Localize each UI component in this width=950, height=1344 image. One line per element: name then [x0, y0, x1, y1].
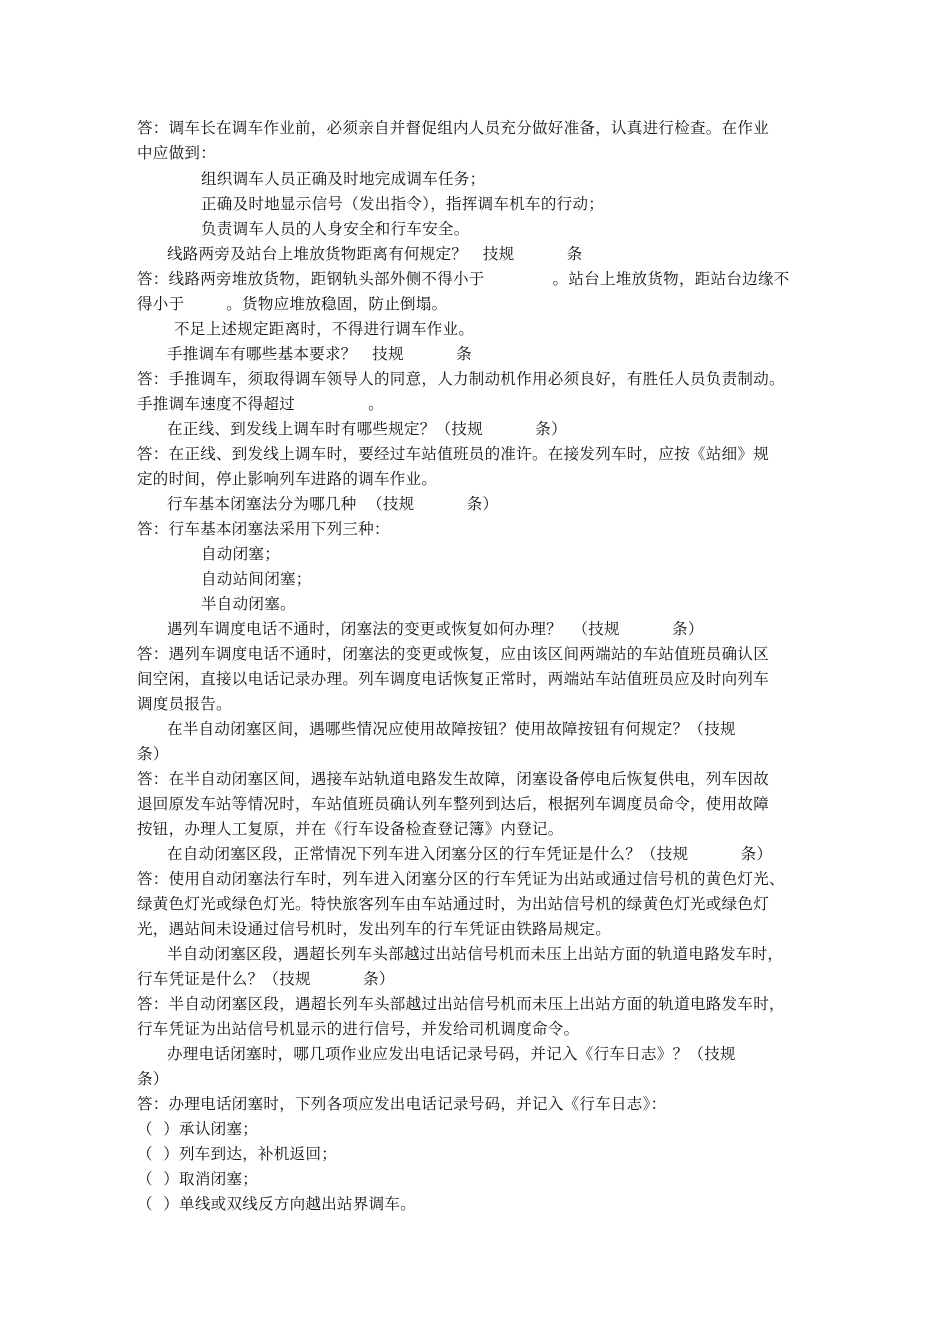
- text-line: 答：在正线、到发线上调车时，要经过车站值班员的准许。在接发列车时，应按《站细》规: [137, 445, 770, 463]
- text-line: 答：在半自动闭塞区间，遇接车站轨道电路发生故障，闭塞设备停电后恢复供电，列车因故: [137, 770, 770, 788]
- text-line: （ ）承认闭塞；: [137, 1120, 259, 1138]
- text-line: 自动闭塞；: [201, 545, 281, 563]
- text-line: 组织调车人员正确及时地完成调车任务；: [201, 170, 486, 188]
- text-line: 答：调车长在调车作业前，必须亲自并督促组内人员充分做好准备，认真进行检查。在作业: [137, 119, 770, 137]
- text-line: 行车凭证为出站信号机显示的进行信号，并发给司机调度命令。: [137, 1020, 580, 1038]
- text-line: 条）: [137, 1070, 169, 1088]
- text-line: 答：半自动闭塞区段，遇超长列车头部越过出站信号机而未压上出站方面的轨道电路发车时，: [137, 995, 785, 1013]
- text-line: 办理电话闭塞时，哪几项作业应发出电话记录号码，并记入《行车日志》？（技规: [167, 1045, 736, 1063]
- text-line: 绿黄色灯光或绿色灯光。特快旅客列车由车站通过时，为出站信号机的绿黄色灯光或绿色灯: [137, 895, 770, 913]
- text-line: （ ）取消闭塞；: [137, 1170, 259, 1188]
- text-line: 光，遇站间未设通过信号机时，发出列车的行车凭证由铁路局规定。: [137, 920, 612, 938]
- text-line: 间空闲，直接以电话记录办理。列车调度电话恢复正常时，两端站车站值班员应及时向列车: [137, 670, 770, 688]
- text-line: 答：手推调车，须取得调车领导人的同意，人力制动机作用必须良好，有胜任人员负责制动。: [137, 370, 785, 388]
- text-line: 在正线、到发线上调车时有哪些规定？（技规 条）: [167, 420, 567, 438]
- text-line: 遇列车调度电话不通时，闭塞法的变更或恢复如何办理？ （技规 条）: [167, 620, 704, 638]
- text-line: 在自动闭塞区段，正常情况下列车进入闭塞分区的行车凭证是什么？（技规 条）: [167, 845, 773, 863]
- text-line: 行车凭证是什么？（技规 条）: [137, 970, 395, 988]
- text-line: 定的时间，停止影响列车进路的调车作业。: [137, 470, 438, 488]
- text-line: 不足上述规定距离时，不得进行调车作业。: [174, 320, 475, 338]
- text-line: 调度员报告。: [137, 695, 232, 713]
- text-line: 线路两旁及站台上堆放货物距离有何规定？ 技规 条: [167, 245, 583, 263]
- text-line: 答：使用自动闭塞法行车时，列车进入闭塞分区的行车凭证为出站或通过信号机的黄色灯光、: [137, 870, 785, 888]
- text-line: 在半自动闭塞区间，遇哪些情况应使用故障按钮？使用故障按钮有何规定？（技规: [167, 720, 736, 738]
- text-line: 得小于 。货物应堆放稳固，防止倒塌。: [137, 295, 448, 313]
- text-line: 答：办理电话闭塞时，下列各项应发出电话记录号码，并记入《行车日志》：: [137, 1095, 667, 1113]
- text-line: 手推调车有哪些基本要求？ 技规 条: [167, 345, 472, 363]
- text-line: （ ）列车到达，补机返回；: [137, 1145, 338, 1163]
- text-line: 中应做到：: [137, 144, 217, 162]
- text-line: 条）: [137, 745, 169, 763]
- text-line: 答：行车基本闭塞法采用下列三种：: [137, 520, 390, 538]
- text-line: 自动站间闭塞；: [201, 570, 312, 588]
- text-line: 答：线路两旁堆放货物，距钢轨头部外侧不得小于 。站台上堆放货物，距站台边缘不: [137, 270, 790, 288]
- text-line: 半自动闭塞区段，遇超长列车头部越过出站信号机而未压上出站方面的轨道电路发车时，: [167, 945, 784, 963]
- text-line: 负责调车人员的人身安全和行车安全。: [201, 220, 470, 238]
- text-line: 按钮，办理人工复原，并在《行车设备检查登记簿》内登记。: [137, 820, 564, 838]
- text-line: 手推调车速度不得超过 。: [137, 395, 384, 413]
- text-line: 半自动闭塞。: [201, 595, 296, 613]
- text-line: （ ）单线或双线反方向越出站界调车。: [137, 1195, 417, 1213]
- text-line: 正确及时地显示信号（发出指令），指挥调车机车的行动；: [201, 195, 605, 213]
- text-line: 退回原发车站等情况时，车站值班员确认列车整列到达后，根据列车调度员命令，使用故障: [137, 795, 770, 813]
- text-line: 答：遇列车调度电话不通时，闭塞法的变更或恢复，应由该区间两端站的车站值班员确认区: [137, 645, 770, 663]
- text-line: 行车基本闭塞法分为哪几种 （技规 条）: [167, 495, 499, 513]
